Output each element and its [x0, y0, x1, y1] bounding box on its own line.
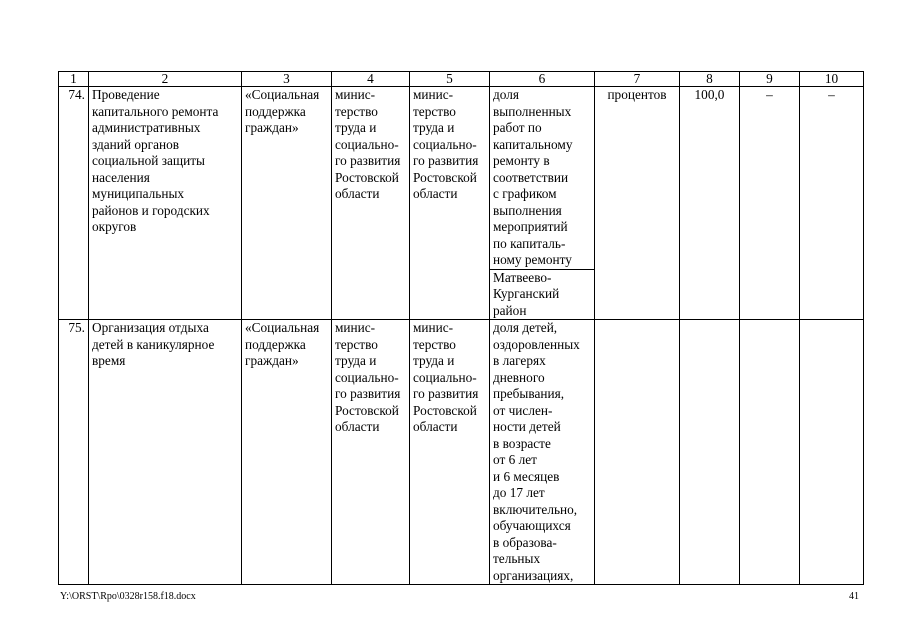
text-line: район — [493, 302, 527, 318]
text-line: труда и — [413, 353, 455, 368]
header-cell-4: 4 — [332, 72, 410, 87]
text-line: от 6 лет — [493, 452, 537, 467]
text-line: области — [413, 419, 458, 434]
text-line: обучающихся — [493, 518, 571, 533]
header-cell-8: 8 — [680, 72, 740, 87]
text-line: Организация отдыха — [92, 320, 209, 335]
target-value: 100,0 — [680, 87, 740, 320]
executor — [332, 320, 410, 585]
col-9-value: – — [740, 87, 800, 320]
district-name — [490, 269, 594, 320]
unit: процентов — [595, 87, 680, 320]
executor — [332, 87, 410, 320]
text-line: зданий органов — [92, 136, 180, 152]
text-line: ному ремонту — [493, 252, 572, 267]
text-line: Матвеево- — [493, 269, 552, 285]
unit — [595, 320, 680, 585]
program-name — [242, 87, 332, 320]
text-line: труда и — [335, 120, 377, 135]
page-number: 41 — [849, 591, 859, 602]
text-line: области — [413, 186, 458, 201]
col-9-value — [740, 320, 800, 585]
header-cell-5: 5 — [410, 72, 490, 87]
text-line: детей в каникулярное — [92, 336, 215, 352]
text-line: и 6 месяцев — [493, 468, 560, 484]
text-line: поддержка — [245, 336, 306, 352]
row-number: 75. — [59, 320, 89, 585]
text-line: работ по — [493, 120, 542, 135]
table-row — [59, 320, 864, 585]
text-line: ремонту в — [493, 153, 550, 168]
text-line: в лагерях — [493, 353, 546, 368]
text-line: минис- — [335, 320, 376, 335]
text-line: по капиталь- — [493, 235, 566, 251]
text-line: Проведение — [92, 87, 160, 102]
co-executor — [410, 87, 490, 320]
text-line: го развития — [335, 386, 401, 401]
text-line: округов — [92, 219, 137, 234]
text-line: социально- — [413, 136, 477, 152]
text-line: «Социальная — [245, 87, 320, 102]
text-line: социально- — [335, 136, 399, 152]
text-line: включительно, — [493, 501, 578, 517]
header-cell-7: 7 — [595, 72, 680, 87]
text-line: муниципальных — [92, 186, 185, 201]
text-line: терство — [413, 336, 456, 352]
text-line: мероприятий — [493, 219, 568, 234]
text-line: капитального ремонта — [92, 103, 219, 119]
text-line: области — [335, 186, 380, 201]
text-line: тельных — [493, 551, 541, 566]
text-line: Ростовской — [335, 402, 399, 418]
text-line: поддержка — [245, 103, 306, 119]
text-line: соответствии — [493, 169, 569, 185]
text-line: Ростовской — [413, 402, 477, 418]
text-line: время — [92, 353, 126, 368]
row-number: 74. — [59, 87, 89, 320]
text-line: выполненных — [493, 103, 572, 119]
indicator-cell — [490, 87, 595, 320]
activity-name — [89, 320, 242, 585]
header-cell-2: 2 — [89, 72, 242, 87]
text-line: Ростовской — [413, 169, 477, 185]
col-10-value: – — [800, 87, 864, 320]
text-line: социальной защиты — [92, 153, 205, 168]
header-row — [59, 72, 864, 87]
text-line: минис- — [413, 87, 454, 102]
text-line: го развития — [413, 386, 479, 401]
text-line: социально- — [335, 369, 399, 385]
header-cell-1: 1 — [59, 72, 89, 87]
header-cell-6: 6 — [490, 72, 595, 87]
text-line: минис- — [335, 87, 376, 102]
text-line: капитальному — [493, 136, 573, 152]
text-line: труда и — [413, 120, 455, 135]
header-cell-10: 10 — [800, 72, 864, 87]
indicator-text — [493, 87, 591, 269]
text-line: пребывания, — [493, 386, 565, 401]
text-line: доля — [493, 87, 519, 102]
text-line: «Социальная — [245, 320, 320, 335]
table-row — [59, 87, 864, 320]
text-line: го развития — [335, 153, 401, 168]
text-line: Курганский — [493, 286, 560, 301]
text-line: терство — [335, 336, 378, 352]
text-line: граждан» — [245, 353, 299, 368]
text-line: населения — [92, 169, 150, 185]
col-10-value — [800, 320, 864, 585]
text-line: минис- — [413, 320, 454, 335]
text-line: ности детей — [493, 419, 561, 434]
indicator-text — [490, 320, 595, 585]
text-line: граждан» — [245, 120, 299, 135]
text-line: выполнения — [493, 202, 562, 218]
text-line: до 17 лет — [493, 485, 545, 500]
text-line: области — [335, 419, 380, 434]
text-line: районов и городских — [92, 202, 210, 218]
text-line: дневного — [493, 369, 545, 385]
document-table — [58, 71, 864, 585]
header-cell-9: 9 — [740, 72, 800, 87]
text-line: труда и — [335, 353, 377, 368]
header-cell-3: 3 — [242, 72, 332, 87]
text-line: оздоровленных — [493, 336, 580, 352]
file-path: Y:\ORST\Rpo\0328r158.f18.docx — [60, 591, 196, 602]
activity-name — [89, 87, 242, 320]
target-value — [680, 320, 740, 585]
text-line: в образова- — [493, 534, 557, 550]
text-line: Ростовской — [335, 169, 399, 185]
text-line: го развития — [413, 153, 479, 168]
text-line: с графиком — [493, 186, 557, 201]
text-line: административных — [92, 120, 201, 135]
text-line: терство — [413, 103, 456, 119]
text-line: в возрасте — [493, 435, 551, 451]
co-executor — [410, 320, 490, 585]
program-name — [242, 320, 332, 585]
text-line: от числен- — [493, 402, 553, 418]
text-line: организациях, — [493, 567, 574, 583]
text-line: социально- — [413, 369, 477, 385]
text-line: терство — [335, 103, 378, 119]
text-line: доля детей, — [493, 320, 558, 335]
